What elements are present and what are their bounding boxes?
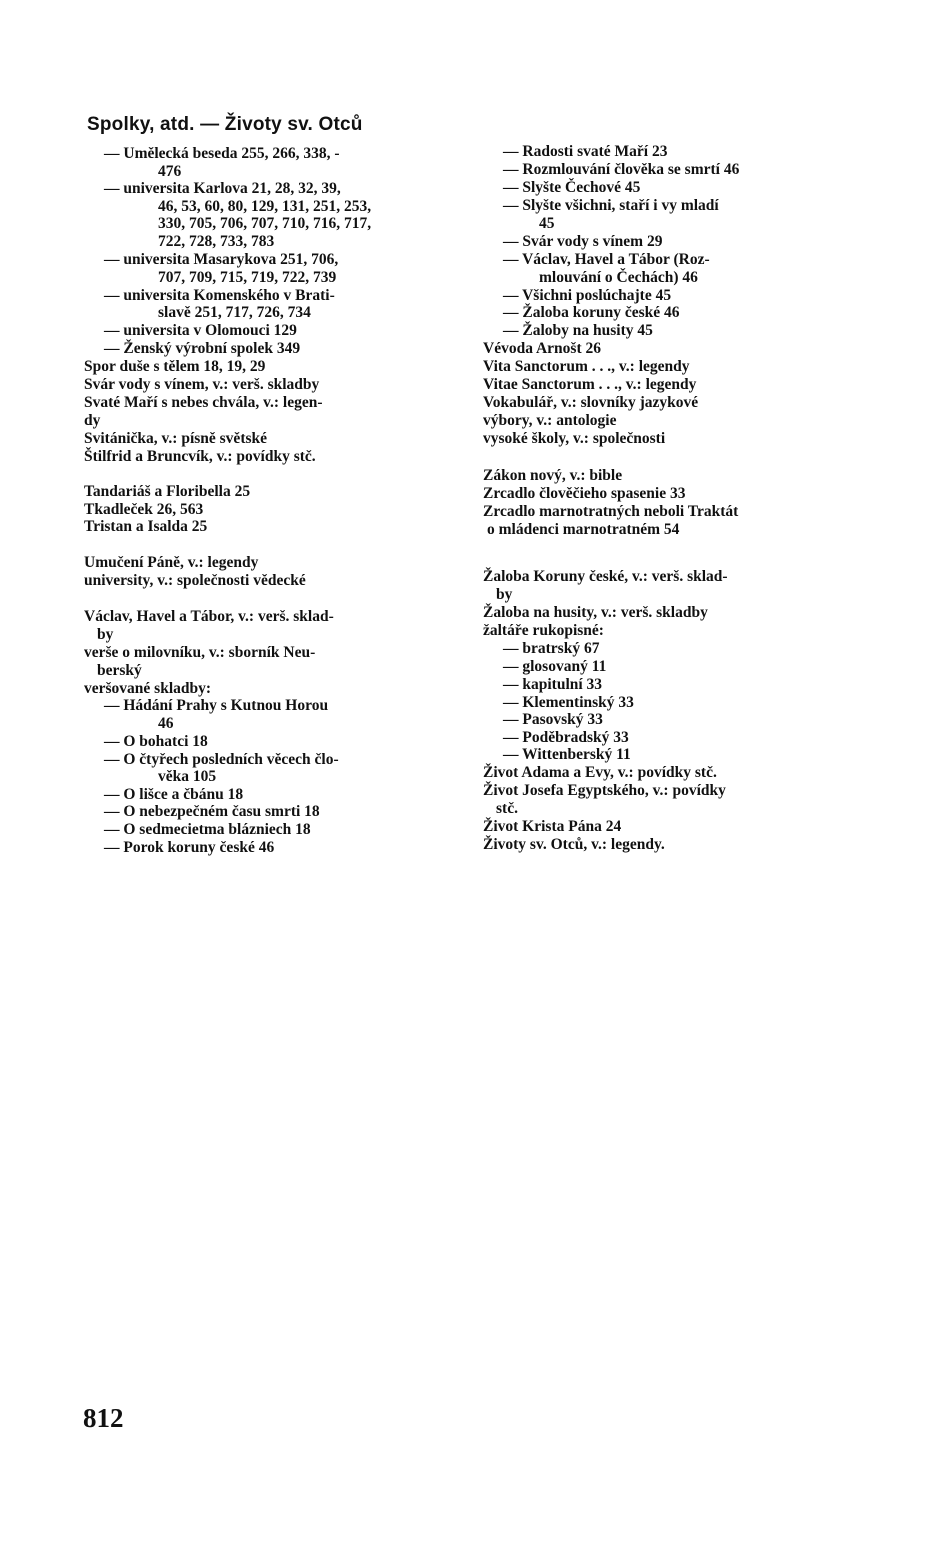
index-entry: vysoké školy, v.: společnosti (483, 430, 666, 447)
index-entry: Svitánička, v.: písně světské (84, 430, 268, 447)
index-entry: Život Adama a Evy, v.: povídky stč. (483, 764, 717, 781)
index-entry: — Slyšte všichni, staří i vy mladí (503, 197, 719, 214)
index-entry: Život Krista Pána 24 (483, 818, 622, 835)
index-entry: — Umělecká beseda 255, 266, 338, - (104, 145, 340, 162)
index-entry: — Wittenberský 11 (503, 746, 631, 763)
index-entry: — bratrský 67 (503, 640, 600, 657)
index-entry: — Žaloby na husity 45 (503, 322, 653, 339)
index-entry: Umučení Páně, v.: legendy (84, 554, 259, 571)
index-entry: by (97, 626, 114, 643)
index-entry: 330, 705, 706, 707, 710, 716, 717, (158, 215, 372, 232)
index-entry: žaltáře rukopisné: (483, 622, 604, 639)
index-entry: — Václav, Havel a Tábor (Roz- (503, 251, 710, 268)
index-entry: Zrcadlo člověčieho spasenie 33 (483, 485, 686, 502)
index-entry: — O čtyřech posledních věcech člo- (104, 751, 339, 768)
index-entry: Tandariáš a Floribella 25 (84, 483, 251, 500)
index-entry: Život Josefa Egyptského, v.: povídky (483, 782, 726, 799)
index-entry: mlouvání o Čechách) 46 (539, 269, 698, 286)
index-entry: — Slyšte Čechové 45 (503, 179, 641, 196)
running-header: Spolky, atd. — Životy sv. Otců (87, 114, 363, 135)
index-entry: Václav, Havel a Tábor, v.: verš. sklad- (84, 608, 334, 625)
index-entry: 45 (539, 215, 555, 232)
index-entry: Žaloba Koruny české, v.: verš. sklad- (483, 568, 728, 585)
index-entry: by (496, 586, 513, 603)
index-entry: — universita Karlova 21, 28, 32, 39, (104, 180, 341, 197)
index-entry: 722, 728, 733, 783 (158, 233, 275, 250)
index-entry: slavě 251, 717, 726, 734 (158, 304, 311, 321)
index-entry: — O nebezpečném času smrti 18 (104, 803, 320, 820)
index-entry: Zrcadlo marnotratných neboli Traktát (483, 503, 739, 520)
index-entry: Tkadleček 26, 563 (84, 501, 204, 518)
index-entry: — glosovaný 11 (503, 658, 607, 675)
index-entry: Svaté Maří s nebes chvála, v.: legen- (84, 394, 323, 411)
index-entry: university, v.: společnosti vědecké (84, 572, 306, 589)
index-entry: Žaloba na husity, v.: verš. skladby (483, 604, 708, 621)
index-entry: — O lišce a čbánu 18 (104, 786, 244, 803)
index-entry: — Klementinský 33 (503, 694, 634, 711)
index-entry: — Rozmlouvání člověka se smrtí 46 (503, 161, 740, 178)
page-number: 812 (83, 1403, 124, 1433)
index-entry: — Všichni poslúchajte 45 (503, 287, 672, 304)
index-entry: — Poděbradský 33 (503, 729, 629, 746)
index-entry: berský (97, 662, 142, 679)
index-entry: — Radosti svaté Maří 23 (503, 143, 668, 160)
index-entry: — O bohatci 18 (104, 733, 208, 750)
index-entry: — Svár vody s vínem 29 (503, 233, 663, 250)
index-entry: — Žaloba koruny české 46 (503, 304, 680, 321)
index-entry: — universita Masarykova 251, 706, (104, 251, 339, 268)
index-entry: 707, 709, 715, 719, 722, 739 (158, 269, 337, 286)
index-entry: Vévoda Arnošt 26 (483, 340, 601, 357)
index-entry: výbory, v.: antologie (483, 412, 617, 429)
index-entry: Spor duše s tělem 18, 19, 29 (84, 358, 266, 375)
index-entry: — Porok koruny české 46 (104, 839, 275, 856)
index-entry: veršované skladby: (84, 680, 212, 697)
index-entry: Tristan a Isalda 25 (84, 518, 208, 535)
index-entry: o mládenci marnotratném 54 (487, 521, 680, 538)
index-entry: Zákon nový, v.: bible (483, 467, 623, 484)
index-entry: Svár vody s vínem, v.: verš. skladby (84, 376, 320, 393)
index-entry: verše o milovníku, v.: sborník Neu- (84, 644, 316, 661)
index-entry: Vokabulář, v.: slovníky jazykové (483, 394, 699, 411)
index-entry: — O sedmecietma blázniech 18 (104, 821, 311, 838)
index-entry: stč. (496, 800, 518, 817)
index-entry: věka 105 (158, 768, 217, 785)
index-entry: — Hádání Prahy s Kutnou Horou (104, 697, 329, 714)
index-entry: dy (84, 412, 101, 429)
index-entry: — universita Komenského v Brati- (104, 287, 335, 304)
index-entry: — Ženský výrobní spolek 349 (104, 340, 301, 357)
index-entry: — Pasovský 33 (503, 711, 603, 728)
index-entry: 46, 53, 60, 80, 129, 131, 251, 253, (158, 198, 372, 215)
index-entry: Vita Sanctorum . . ., v.: legendy (483, 358, 690, 375)
index-entry: Životy sv. Otců, v.: legendy. (483, 836, 665, 853)
index-entry: — universita v Olomouci 129 (104, 322, 297, 339)
index-entry: 46 (158, 715, 174, 732)
index-entry: — kapitulní 33 (503, 676, 603, 693)
index-entry: 476 (158, 163, 182, 180)
index-entry: Štilfrid a Bruncvík, v.: povídky stč. (84, 448, 316, 465)
index-entry: Vitae Sanctorum . . ., v.: legendy (483, 376, 697, 393)
